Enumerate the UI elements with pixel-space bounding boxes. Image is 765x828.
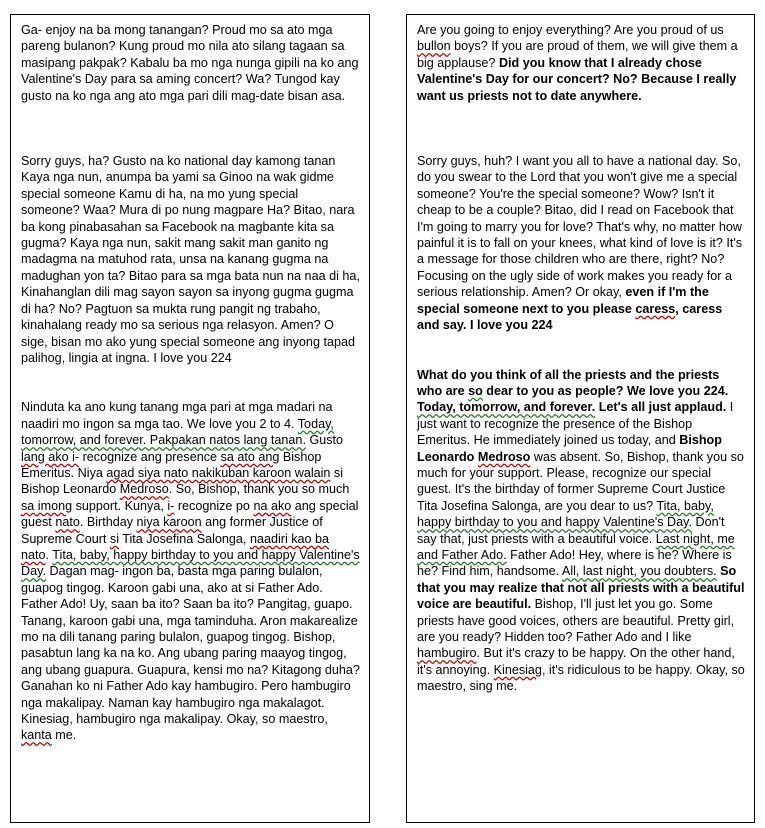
- text-run: Gusto: [305, 433, 344, 448]
- grammar-flagged-text: Tita, baby, happy birthday to you and happy Valentine's Day.: [21, 547, 360, 579]
- grammar-flagged-text: Last night, me and Father Ado.: [417, 531, 735, 562]
- text-run: Father Ado! Hey, where is he? Where is he? Find him, handsome.: [417, 547, 732, 579]
- text-run: boys? If you are proud of them, we will give them a big applause?: [417, 39, 738, 70]
- spelling-flagged-text: i-: [167, 498, 175, 513]
- text-run: Bishop, I'll just let you go. Some priests have good voices, others are beautiful. Pretty girl, are you ready? Hidden too? Father Ado and I like: [417, 597, 735, 644]
- grammar-flagged-text: All, last night, you doubters.: [561, 564, 717, 579]
- spelling-flagged-text: bullon: [417, 39, 451, 54]
- left-paragraph-1: Ga- enjoy na ba mong tanangan? Proud mo sa ato mga pareng bulanon? Kung proud mo nila ato silang tagaan sa masipang pakpak? Kabalu ba mo nga nunga gipili na ko ang Valentine's Day para sa aming concert? Wa? Tungod kay gusto na ko nga ang ato mga pari dili mag-date bisan asa.: [21, 23, 359, 103]
- bold-text: Let's all just applaud.: [595, 400, 727, 415]
- spelling-flagged-text: na ako: [253, 498, 292, 513]
- text-run: , it's ridiculous to be happy. Okay, so maestro, sing me.: [417, 662, 745, 694]
- bold-text: Did you know that I already chose Valentine's Day for our concert? No? Because I really want us priests not to date anywhere.: [417, 55, 737, 103]
- spelling-flagged-text: Medroso: [477, 449, 531, 464]
- grammar-flagged-text: Tita, baby, happy birthday to you and happy Valentine's Day.: [417, 498, 714, 530]
- text-run: . So, Bishop, thank you so much: [168, 482, 350, 497]
- text-run: support. Kunya,: [72, 498, 168, 513]
- right-paragraph-1: [417, 22, 745, 104]
- text-run: Bishop Emeritus. Niya: [21, 449, 322, 480]
- text-run: ang former Justice of Supreme Court: [21, 515, 323, 546]
- text-run: si Bishop Leonardo: [21, 465, 344, 497]
- text-run: . Birthday: [79, 515, 137, 530]
- spelling-flagged-text: si: [109, 531, 120, 546]
- bold-text: Bishop Leonardo: [417, 433, 722, 464]
- spelling-flagged-text: Medroso: [119, 482, 169, 497]
- text-run: I just want to recognize the presence of the Bishop Emeritus. He immediately joined us today, and: [417, 400, 734, 448]
- left-paragraph-2: Sorry guys, ha? Gusto na ko national day kamong tanan Kaya nga nun, anumpa ba yami sa Ginoo na wak gidme special someone Kamu di ha, na mo yung special someone? Waa? Mura di po nung magpare Ha? Bitao, nara ba kong pinabasahan sa Facebook na magbante kita sa gugma? Kaya nga nun, sakit mang sakit man ganito ng madagma na matuhod rata, unsa na kanang gugma na madughan yon ta? Bitao para sa mga bata nun na naa di ha, Kinahanglan dili mag sayon sayon sa inyong gugma gugma di ha? No? Pagtuon sa mukta rung pangit ng trabaho, kinahalang ready mo sa serious nga relasyon. Amen? O sige, bisan mo ako yung special someone ang inyong tapad palihog, lingia at ingna. I love you 224: [21, 154, 360, 365]
- left-paragraph-3: [21, 399, 360, 744]
- spelling-flagged-text: niya karoon: [136, 515, 202, 530]
- spelling-flagged-text: lang ako i-: [21, 449, 80, 464]
- text-run: Tita Josefina Salonga,: [119, 531, 250, 546]
- text-run: .: [45, 547, 53, 562]
- grammar-flagged-text: Today, tomorrow, and forever.: [417, 400, 596, 415]
- text-run: recognize ang presence: [79, 449, 221, 464]
- grammar-flagged-text: Today, tomorrow, and forever. Pakpakan natos lang tanan.: [21, 416, 334, 448]
- spelling-flagged-text: kanta: [21, 728, 52, 743]
- text-run: recognize po: [174, 498, 254, 513]
- spelling-flagged-text: caress: [635, 301, 676, 316]
- spelling-flagged-text: Kinesiag: [493, 662, 542, 677]
- text-run: Are you going to enjoy everything? Are you proud of us: [417, 23, 724, 37]
- spelling-flagged-text: agad siya nato nakikuban karoon walain: [106, 465, 331, 480]
- bold-text: So that you may realize that not all priests with a beautiful voice are beautiful.: [417, 564, 745, 612]
- right-column-english-translation: [406, 14, 755, 823]
- text-run: me.: [51, 728, 77, 743]
- text-run: was absent. So, Bishop, thank you so much for your support. Please, recognize our special guest. It's the birthday of former Supreme Court Justice Tita Josefina Salonga, are you dear to us?: [417, 449, 744, 513]
- spelling-flagged-text: hambugiro: [417, 646, 477, 661]
- right-paragraph-2: [417, 153, 745, 333]
- text-run: Ninduta ka ano kung tanang mga pari at mga madari na naadiri mo ingon sa mga tao. We love you 2 to 4.: [21, 400, 333, 431]
- spelling-flagged-text: sa ato ang: [220, 449, 280, 464]
- text-run: Dagan mag- ingon ba, basta mga paring bulalon, guapog tingog. Karoon gabi una, ako at si Father Ado. Father Ado! Uy, saan ba ito? Saan ba ito? Pangitag, guapo. Tanang, karoon gabi una, mga taminduha. Aron makarealize mo na dili tanang paring bulalon, guapog tingog. Bishop, pasabtun lang ka na ko. Ang ubang paring maayog tingog, ang ubang guapura. Guapura, kensi mo na? Kitagong duha? Ganahan ko ni Father Ado kay hambugiro. Pero hambugiro nga makalipay. Naman kay hambugiro nga makalagot. Kinesiag, hambugiro nga makalipay. Okay, so maestro,: [21, 564, 360, 727]
- spelling-flagged-text: sa imong: [21, 498, 73, 513]
- bold-text: even if I'm the special someone next to you please: [417, 285, 709, 316]
- bold-text: , caress and say. I love you 224: [417, 301, 723, 333]
- left-column-filipino-text: [10, 14, 370, 823]
- grammar-flagged-text: so: [468, 383, 483, 398]
- spelling-flagged-text: nato: [55, 515, 80, 530]
- text-run: Don't say that, just priests with a beautiful voice.: [417, 515, 725, 546]
- text-run: . But it's crazy to be happy. On the other hand, it's annoying.: [417, 646, 735, 677]
- bold-text: dear to you as people? We love you 224.: [482, 383, 729, 398]
- spelling-flagged-text: naadiri kao ba nato: [21, 531, 330, 562]
- right-paragraph-3: [417, 367, 745, 695]
- bold-text: What do you think of all the priests and the priests who are: [417, 367, 720, 398]
- text-run: Sorry guys, huh? I want you all to have a national day. So, do you swear to the Lord that you won't give me a special someone? You're the special someone? Wow? Isn't it cheap to be a couple? Bitao, did I read on Facebook that I'm going to marry you for love? That's why, no matter how painful it is to fall on your knees, what kind of love is it? It's a message for those children who are there, right? No? Focusing on the ugly side of work makes you ready for a serious relationship. Amen? Or okay,: [417, 154, 743, 300]
- text-run: ang special guest: [21, 498, 359, 530]
